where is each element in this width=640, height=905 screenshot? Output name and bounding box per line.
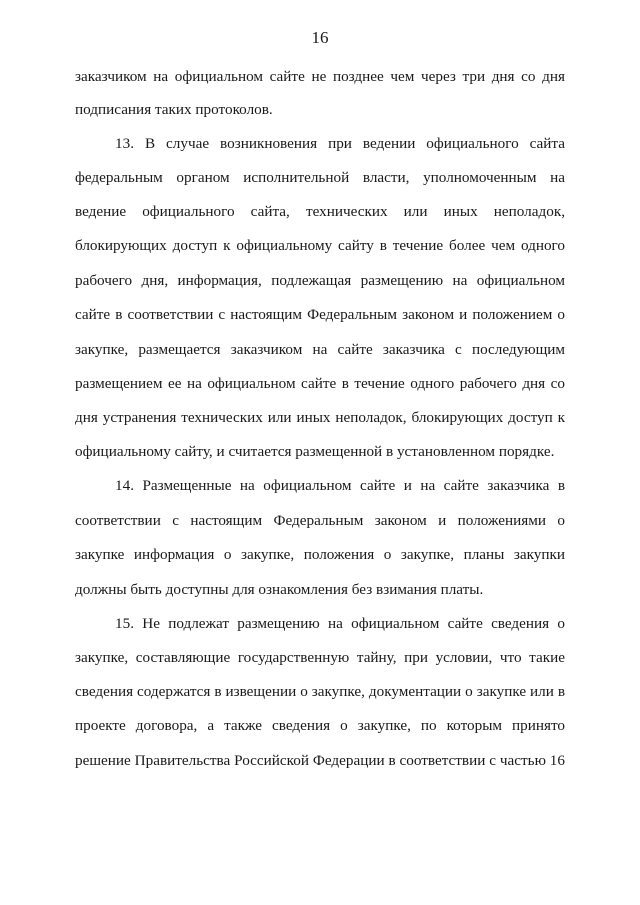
- text-line: сайте в соответствии с настоящим Федеральным законом и положением о: [75, 306, 565, 323]
- text-line: блокирующих доступ к официальному сайту в течение более чем одного: [75, 237, 565, 254]
- text-line: должны быть доступны для ознакомления без взимания платы.: [75, 581, 484, 598]
- paragraph-15-start: 15. Не подлежат размещению на официальном сайте сведения о: [115, 615, 565, 632]
- paragraph-14-start: 14. Размещенные на официальном сайте и на сайте заказчика в: [115, 477, 565, 494]
- text-line: официальному сайту, и считается размещенной в установленном порядке.: [75, 443, 555, 460]
- text-line: федеральным органом исполнительной власти, уполномоченным на: [75, 169, 565, 186]
- text-line: рабочего дня, информация, подлежащая размещению на официальном: [75, 272, 565, 289]
- text-line: проекте договора, а также сведения о закупке, по которым принято: [75, 717, 565, 734]
- text-line: ведение официального сайта, технических или иных неполадок,: [75, 203, 565, 220]
- paragraph-13-start: 13. В случае возникновения при ведении официального сайта: [115, 135, 565, 152]
- text-line: закупке информация о закупке, положения о закупке, планы закупки: [75, 546, 565, 563]
- text-line: закупке, размещается заказчиком на сайте заказчика с последующим: [75, 341, 565, 358]
- text-line: заказчиком на официальном сайте не позднее чем через три дня со дня: [75, 68, 565, 85]
- text-line: дня устранения технических или иных неполадок, блокирующих доступ к: [75, 409, 565, 426]
- text-line: соответствии с настоящим Федеральным законом и положениями о: [75, 512, 565, 529]
- text-line: сведения содержатся в извещении о закупке, документации о закупке или в: [75, 683, 565, 700]
- text-line: решение Правительства Российской Федерации в соответствии с частью 16: [75, 752, 565, 769]
- text-line: размещением ее на официальном сайте в течение одного рабочего дня со: [75, 375, 565, 392]
- text-line: подписания таких протоколов.: [75, 101, 273, 118]
- text-line: закупке, составляющие государственную тайну, при условии, что такие: [75, 649, 565, 666]
- page-number: 16: [311, 28, 329, 47]
